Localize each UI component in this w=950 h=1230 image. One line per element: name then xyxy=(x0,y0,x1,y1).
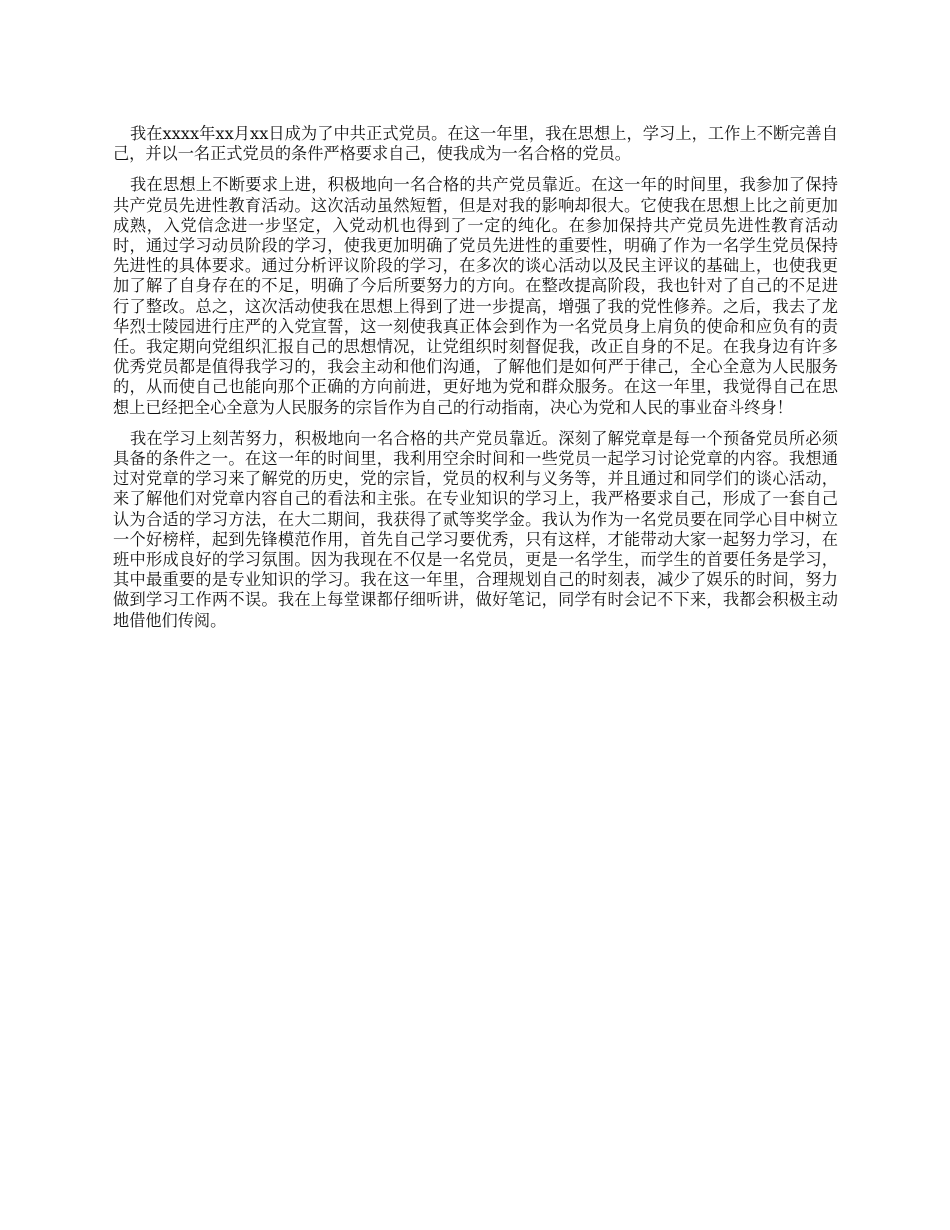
document-body xyxy=(113,124,838,642)
paragraph-study-progress: 我在学习上刻苦努力，积极地向一名合格的共产党员靠近。深刻了解党章是每一个预备党员所必须具备的条件之一。在这一年的时间里，我利用空余时间和一些党员一起学习讨论党章的内容。我想通过对党章的学习来了解党的历史，党的宗旨，党员的权利与义务等，并且通过和同学们的谈心活动，来了解他们对党章内容自己的看法和主张。在专业知识的学习上，我严格要求自己，形成了一套自己认为合适的学习方法，在大二期间，我获得了贰等奖学金。我认为作为一名党员要在同学心目中树立一个好榜样，起到先锋模范作用，首先自己学习要优秀，只有这样，才能带动大家一起努力学习，在班中形成良好的学习氛围。因为我现在不仅是一名党员，更是一名学生，而学生的首要任务是学习，其中最重要的是专业知识的学习。我在这一年里，合理规划自己的时刻表，减少了娱乐的时间，努力做到学习工作两不误。我在上每堂课都仔细听讲，做好笔记，同学有时会记不下来，我都会积极主动地借他们传阅。 xyxy=(113,428,838,630)
paragraph-ideological-progress: 我在思想上不断要求上进，积极地向一名合格的共产党员靠近。在这一年的时间里，我参加了保持共产党员先进性教育活动。这次活动虽然短暂，但是对我的影响却很大。它使我在思想上比之前更加成熟，入党信念进一步坚定，入党动机也得到了一定的纯化。在参加保持共产党员先进性教育活动时，通过学习动员阶段的学习，使我更加明确了党员先进性的重要性，明确了作为一名学生党员保持先进性的具体要求。通过分析评议阶段的学习，在多次的谈心活动以及民主评议的基础上，也使我更加了解了自身存在的不足，明确了今后所要努力的方向。在整改提高阶段，我也针对了自己的不足进行了整改。总之，这次活动使我在思想上得到了进一步提高，增强了我的党性修养。之后，我去了龙华烈士陵园进行庄严的入党宣誓，这一刻使我真正体会到作为一名党员身上肩负的使命和应负有的责任。我定期向党组织汇报自己的思想情况，让党组织时刻督促我，改正自身的不足。在我身边有许多优秀党员都是值得我学习的，我会主动和他们沟通，了解他们是如何严于律己，全心全意为人民服务的，从而使自己也能向那个正确的方向前进，更好地为党和群众服务。在这一年里，我觉得自己在思想上已经把全心全意为人民服务的宗旨作为自己的行动指南，决心为党和人民的事业奋斗终身！ xyxy=(113,175,838,417)
paragraph-membership-intro: 我在xxxx年xx月xx日成为了中共正式党员。在这一年里，我在思想上，学习上，工作上不断完善自己，并以一名正式党员的条件严格要求自己，使我成为一名合格的党员。 xyxy=(113,124,838,164)
